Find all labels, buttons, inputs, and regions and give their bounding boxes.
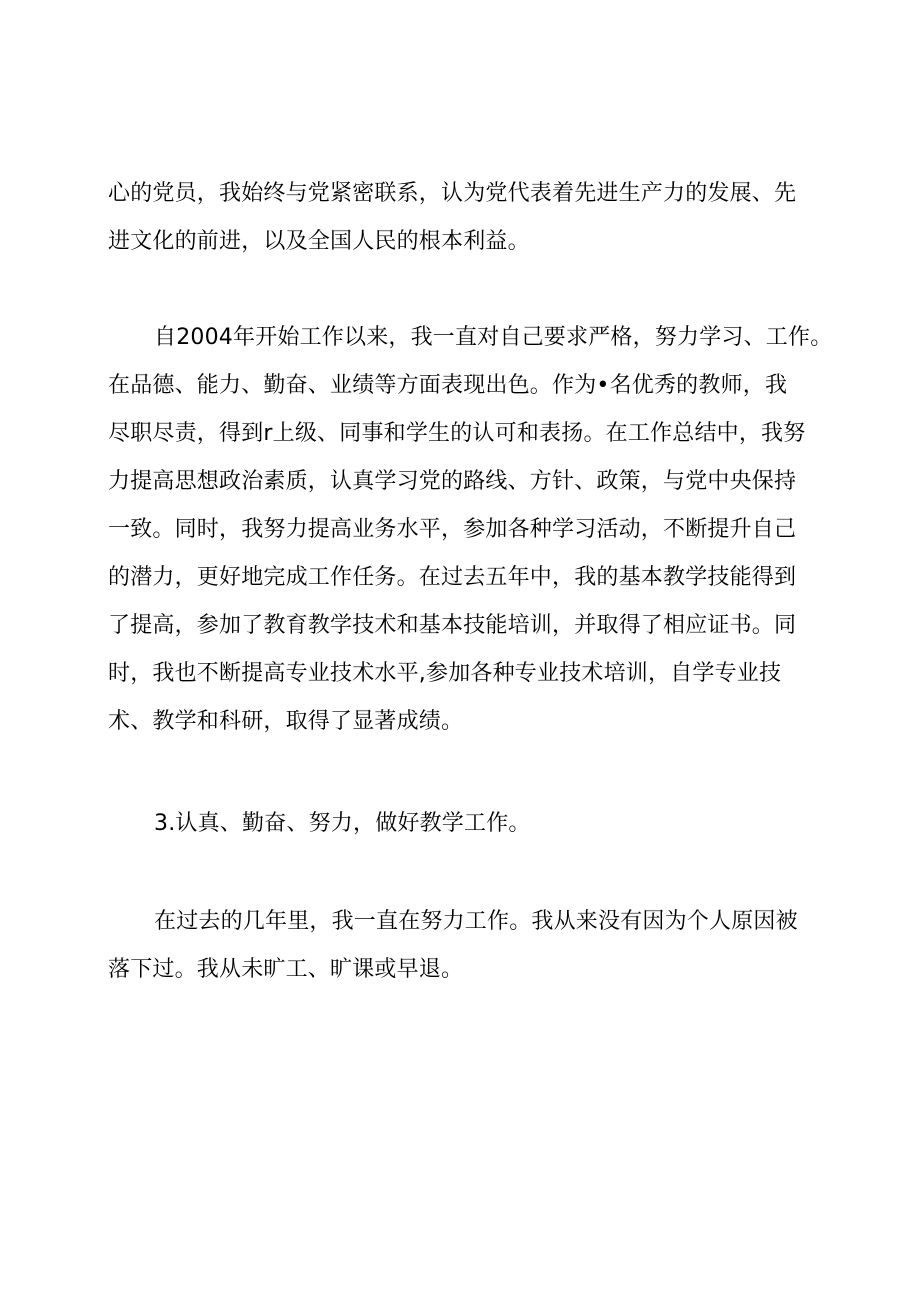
paragraph-party-member (108, 170, 828, 266)
text-line: 进文化的前进，以及全国人民的根本利益。 (108, 229, 530, 254)
paragraph-attendance (108, 898, 828, 994)
text-line: 自2004年开始工作以来，我一直对自己要求严格，努力学习、工作。 (154, 325, 833, 350)
text-line: 落下过。我从未旷工、旷课或早退。 (108, 957, 464, 982)
text-line: 的潜力，更好地完成工作任务。在过去五年中，我的基本教学技能得到 (108, 565, 797, 590)
paragraph-work-since-2004 (108, 314, 833, 746)
section-heading-3 (108, 800, 828, 848)
text-line: 心的党员，我始终与党紧密联系，认为党代表着先进生产力的发展、先 (108, 181, 797, 206)
text-line: 时，我也不断提高专业技术水平,参加各种专业技术培训，自学专业技 (108, 661, 782, 686)
text-line: 在过去的几年里，我一直在努力工作。我从来没有因为个人原因被 (154, 909, 798, 934)
text-line: 力提高思想政治素质，认真学习党的路线、方针、政策，与党中央保持 (108, 469, 797, 494)
text-line: 尽职尽责，得到r上级、同事和学生的认可和表扬。在工作总结中，我努 (108, 421, 806, 446)
text-line: 术、教学和科研，取得了显著成绩。 (108, 709, 464, 734)
heading-text: 3.认真、勤奋、努力，做好教学工作。 (154, 811, 531, 836)
text-line: 一致。同时，我努力提高业务水平，参加各种学习活动，不断提升自己 (108, 517, 797, 542)
text-line: 在品德、能力、勤奋、业绩等方面表现出色。作为•名优秀的教师，我 (108, 373, 788, 398)
text-line: 了提高，参加了教育教学技术和基本技能培训，并取得了相应证书。同 (108, 613, 797, 638)
